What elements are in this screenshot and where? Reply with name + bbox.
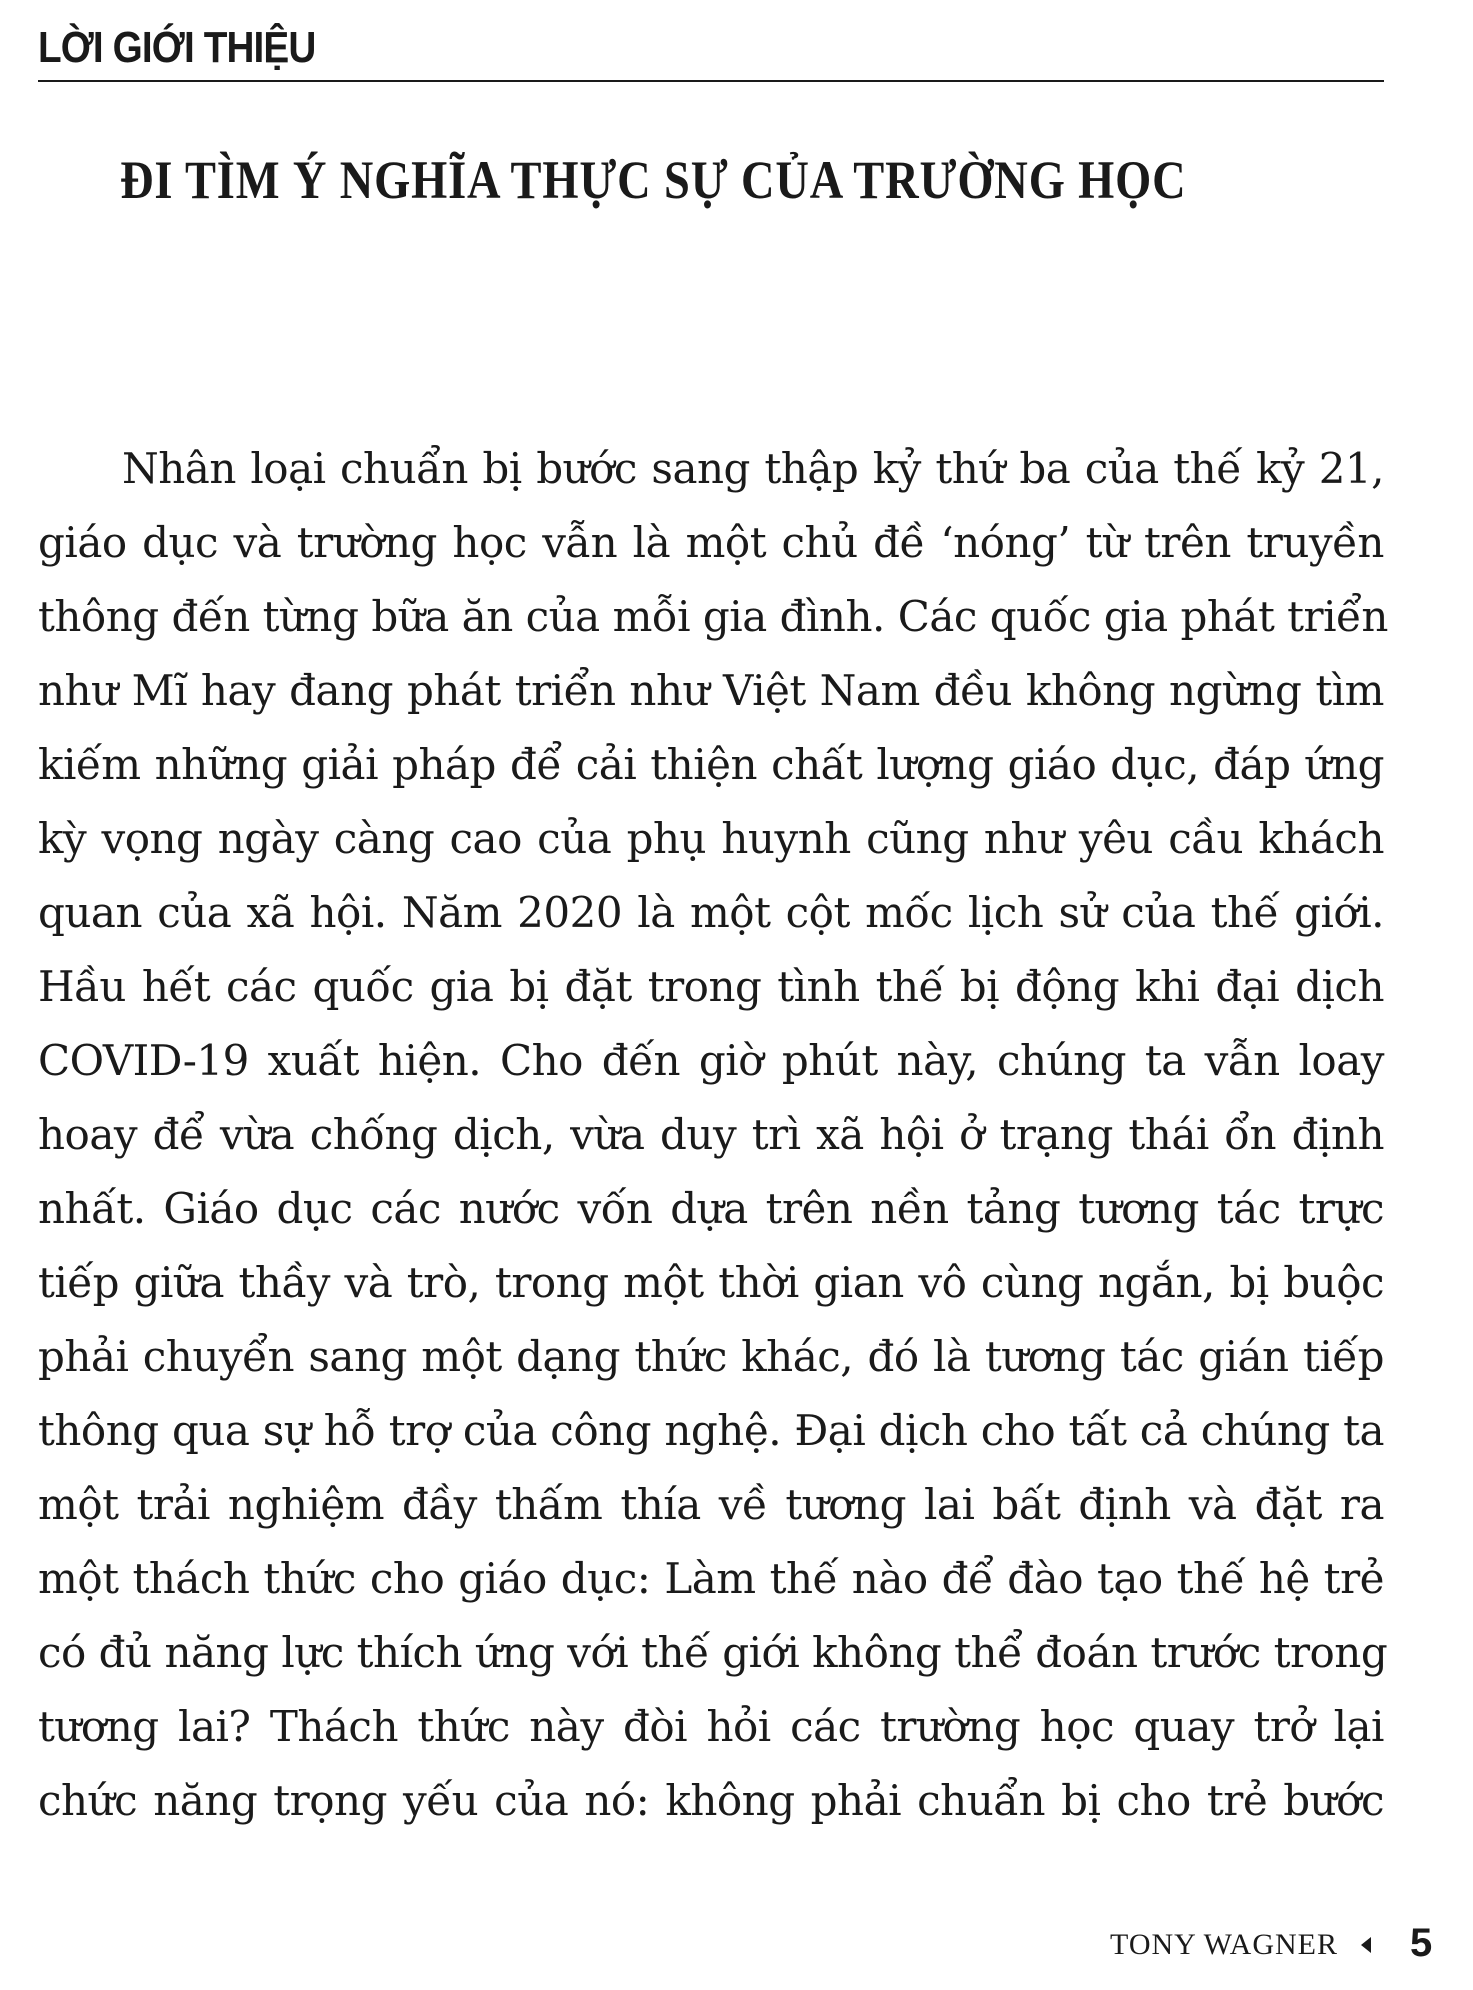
chapter-title: ĐI TÌM Ý NGHĨA THỰC SỰ CỦA TRƯỜNG HỌC [120,150,1187,210]
footer-author: TONY WAGNER [1110,1928,1338,1961]
paragraph-line: giáo dục và trường học vẫn là một chủ đề ‘nóng’ từ trên truyền [38,518,1384,567]
paragraph-line: kiếm những giải pháp để cải thiện chất lượng giáo dục, đáp ứng [38,740,1384,789]
paragraph-line: thông đến từng bữa ăn của mỗi gia đình. Các quốc gia phát triển [38,592,1388,641]
paragraph-line: một thách thức cho giáo dục: Làm thế nào để đào tạo thế hệ trẻ [38,1554,1384,1603]
page-number: 5 [1410,1921,1433,1965]
paragraph-line: như Mĩ hay đang phát triển như Việt Nam đều không ngừng tìm [38,666,1384,715]
paragraph-line: nhất. Giáo dục các nước vốn dựa trên nền tảng tương tác trực [38,1184,1384,1233]
paragraph-line: kỳ vọng ngày càng cao của phụ huynh cũng như yêu cầu khách [38,814,1384,863]
paragraph-line: tương lai? Thách thức này đòi hỏi các trường học quay trở lại [38,1702,1384,1751]
paragraph-line: COVID-19 xuất hiện. Cho đến giờ phút này, chúng ta vẫn loay [38,1036,1384,1085]
paragraph-line: hoay để vừa chống dịch, vừa duy trì xã hội ở trạng thái ổn định [38,1110,1384,1159]
body-paragraph [38,432,1388,1838]
section-header: LỜI GIỚI THIỆU [38,23,316,72]
triangle-left-icon [1361,1937,1371,1953]
paragraph-line: Hầu hết các quốc gia bị đặt trong tình thế bị động khi đại dịch [38,962,1384,1011]
paragraph-line: tiếp giữa thầy và trò, trong một thời gian vô cùng ngắn, bị buộc [38,1258,1384,1307]
header-divider [38,80,1384,82]
paragraph-line: quan của xã hội. Năm 2020 là một cột mốc lịch sử của thế giới. [38,888,1384,937]
paragraph-line: thông qua sự hỗ trợ của công nghệ. Đại dịch cho tất cả chúng ta [38,1406,1384,1455]
paragraph-line: phải chuyển sang một dạng thức khác, đó là tương tác gián tiếp [38,1332,1384,1381]
paragraph-line: Nhân loại chuẩn bị bước sang thập kỷ thứ ba của thế kỷ 21, [122,444,1384,493]
paragraph-line: chức năng trọng yếu của nó: không phải chuẩn bị cho trẻ bước [38,1776,1384,1825]
paragraph-line: có đủ năng lực thích ứng với thế giới không thể đoán trước trong [38,1628,1388,1677]
paragraph-line: một trải nghiệm đầy thấm thía về tương lai bất định và đặt ra [38,1480,1384,1529]
